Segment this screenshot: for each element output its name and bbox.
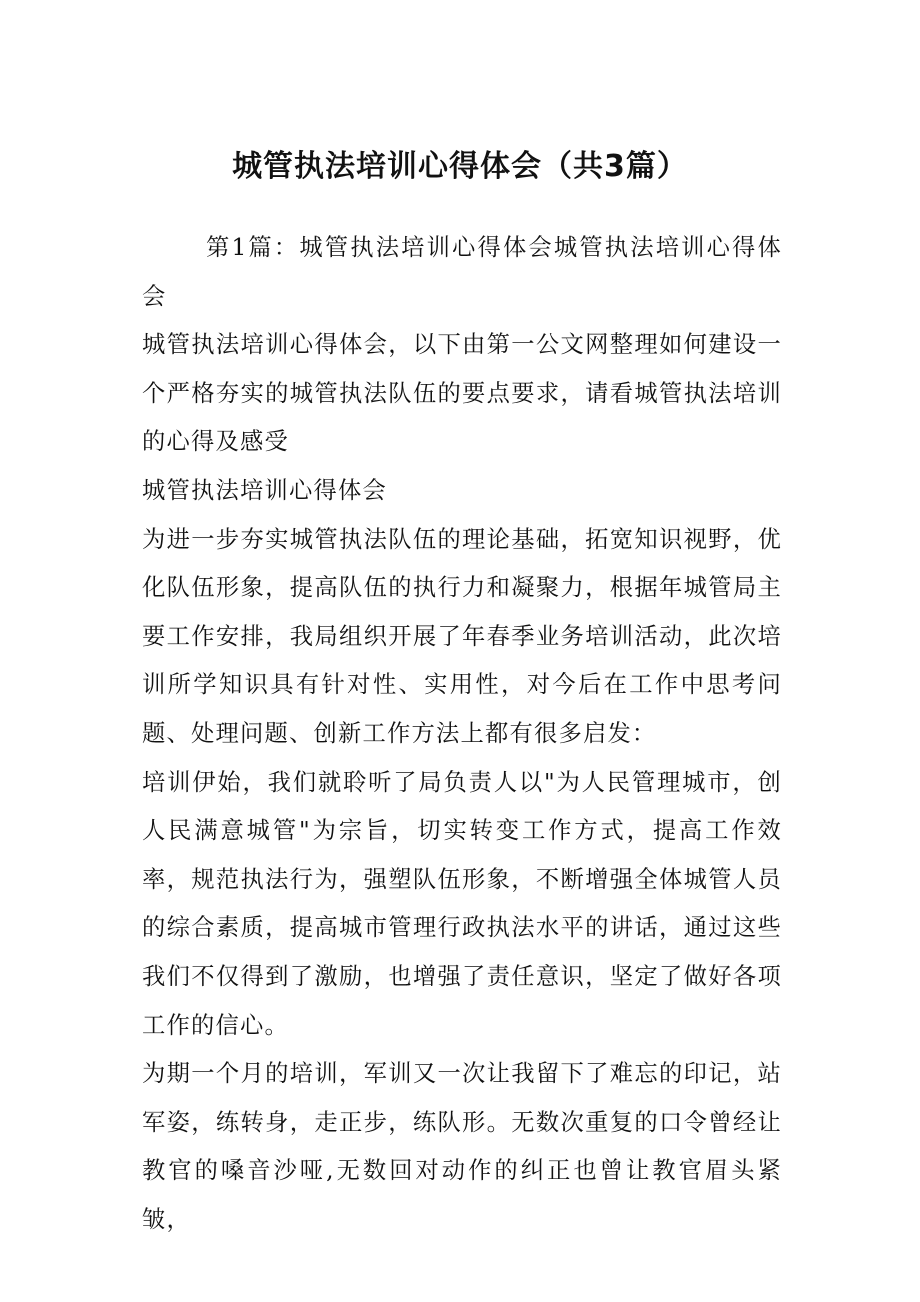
- paragraph-subtitle: 城管执法培训心得体会: [142, 476, 387, 504]
- paragraph-body-1: 为进一步夯实城管执法队伍的理论基础，拓宽知识视野，优化队伍形象，提高队伍的执行力和凝聚力，根据年城管局主要工作安排，我局组织开展了年春季业务培训活动，此次培训所学知识具有针对性、实用性，对今后在工作中思考问题、处理问题、创新工作方法上都有很多启发：: [142, 525, 782, 747]
- paragraph-heading-1: 第1篇：城管执法培训心得体会城管执法培训心得体会: [142, 234, 782, 310]
- paragraph-intro: 城管执法培训心得体会，以下由第一公文网整理如何建设一个严格夯实的城管执法队伍的要点要求，请看城管执法培训的心得及感受: [142, 331, 782, 456]
- document-title: 城管执法培训心得体会（共3篇）: [232, 149, 688, 184]
- paragraph-body-2: 培训伊始，我们就聆听了局负责人以"为人民管理城市，创人民满意城管"为宗旨，切实转变工作方式，提高工作效率，规范执法行为，强塑队伍形象，不断增强全体城管人员的综合素质，提高城市管理行政执法水平的讲话，通过这些我们不仅得到了激励，也增强了责任意识，坚定了做好各项工作的信心。: [142, 768, 782, 1039]
- document-body: [142, 224, 782, 1244]
- paragraph-body-3: 为期一个月的培训，军训又一次让我留下了难忘的印记，站军姿，练转身，走正步，练队形。无数次重复的口令曾经让教官的嗓音沙哑,无数回对动作的纠正也曾让教官眉头紧皱，: [142, 1060, 782, 1233]
